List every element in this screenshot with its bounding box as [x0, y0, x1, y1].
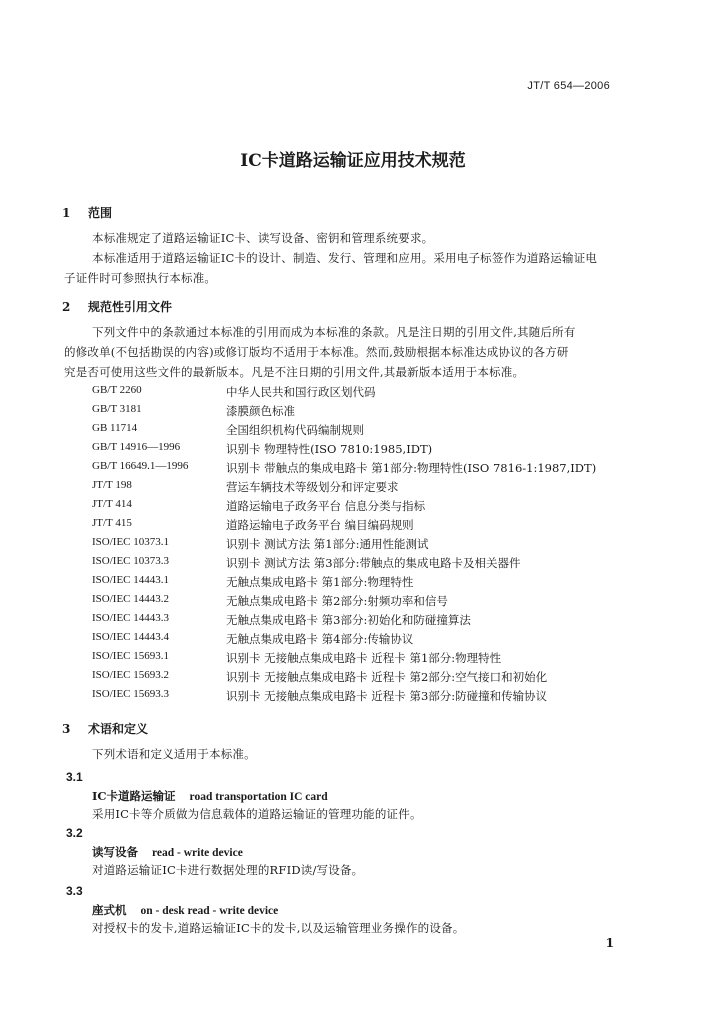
term-english: road transportation IC card [189, 791, 328, 803]
normative-paragraph-line-2: 的修改单(不包括勘误的内容)或修订版均不适用于本标准。然而,鼓励根据本标准达成协议的各方研 [64, 345, 569, 359]
reference-code: ISO/IEC 14443.3 [92, 612, 169, 624]
term-english: on - desk read - write device [140, 905, 279, 917]
reference-code: ISO/IEC 15693.3 [92, 688, 169, 700]
reference-code: GB 11714 [92, 422, 138, 434]
reference-code: ISO/IEC 10373.1 [92, 536, 169, 548]
reference-title: 识别卡 物理特性(ISO 7810:1985,IDT) [226, 442, 433, 456]
section-2-heading [62, 298, 172, 315]
reference-title: 识别卡 测试方法 第1部分:通用性能测试 [226, 537, 429, 551]
term-heading [92, 844, 243, 860]
term-english: read - write device [152, 847, 243, 859]
term-number: 3.2 [66, 826, 83, 840]
section-number: 3 [62, 722, 71, 736]
reference-title: 中华人民共和国行政区划代码 [226, 385, 376, 399]
page-number: 1 [605, 936, 614, 950]
reference-title: 道路运输电子政务平台 编目编码规则 [226, 518, 414, 532]
document-title: IC卡道路运输证应用技术规范 [240, 151, 466, 171]
reference-code: GB/T 3181 [92, 403, 142, 415]
reference-title: 无触点集成电路卡 第4部分:传输协议 [226, 632, 414, 646]
term-definition: 采用IC卡等介质做为信息载体的道路运输证的管理功能的证件。 [92, 807, 422, 821]
normative-paragraph-line-1: 下列文件中的条款通过本标准的引用而成为本标准的条款。凡是注日期的引用文件,其随后所有 [92, 325, 576, 339]
term-heading [92, 788, 328, 804]
reference-title: 漆膜颜色标准 [226, 404, 295, 418]
term-number: 3.1 [66, 770, 83, 784]
section-title: 术语和定义 [88, 722, 149, 736]
reference-title: 全国组织机构代码编制规则 [226, 423, 364, 437]
reference-code: ISO/IEC 14443.2 [92, 593, 169, 605]
section-3-heading [62, 720, 148, 737]
term-definition: 对授权卡的发卡,道路运输证IC卡的发卡,以及运输管理业务操作的设备。 [92, 921, 465, 935]
reference-title: 识别卡 无接触点集成电路卡 近程卡 第2部分:空气接口和初始化 [226, 670, 548, 684]
reference-code: JT/T 415 [92, 517, 132, 529]
reference-title: 无触点集成电路卡 第2部分:射频功率和信号 [226, 594, 448, 608]
reference-code: ISO/IEC 10373.3 [92, 555, 169, 567]
section-title: 规范性引用文件 [88, 300, 173, 314]
normative-paragraph-line-3: 究是否可使用这些文件的最新版本。凡是不注日期的引用文件,其最新版本适用于本标准。 [64, 365, 525, 379]
reference-title: 识别卡 无接触点集成电路卡 近程卡 第3部分:防碰撞和传输协议 [226, 689, 548, 703]
scope-paragraph-2: 本标准适用于道路运输证IC卡的设计、制造、发行、管理和应用。采用电子标签作为道路运输证电 [92, 251, 598, 265]
reference-code: GB/T 16649.1—1996 [92, 460, 189, 472]
reference-code: GB/T 14916—1996 [92, 441, 181, 453]
standard-code: JT/T 654—2006 [527, 80, 610, 92]
term-definition: 对道路运输证IC卡进行数据处理的RFID读/写设备。 [92, 863, 364, 877]
reference-code: JT/T 414 [92, 498, 132, 510]
reference-title: 无触点集成电路卡 第3部分:初始化和防碰撞算法 [226, 613, 471, 627]
term-name: 座式机 [92, 903, 127, 917]
reference-title: 道路运输电子政务平台 信息分类与指标 [226, 499, 426, 513]
term-name: IC卡道路运输证 [92, 789, 176, 803]
term-heading [92, 902, 278, 918]
section-1-heading [62, 204, 112, 221]
reference-title: 无触点集成电路卡 第1部分:物理特性 [226, 575, 414, 589]
reference-code: ISO/IEC 14443.1 [92, 574, 169, 586]
term-name: 读写设备 [92, 845, 138, 859]
reference-code: JT/T 198 [92, 479, 132, 491]
reference-title: 识别卡 无接触点集成电路卡 近程卡 第1部分:物理特性 [226, 651, 502, 665]
scope-paragraph-2-cont: 子证件时可参照执行本标准。 [64, 271, 217, 285]
reference-code: GB/T 2260 [92, 384, 142, 396]
reference-title: 识别卡 测试方法 第3部分:带触点的集成电路卡及相关器件 [226, 556, 521, 570]
reference-code: ISO/IEC 15693.1 [92, 650, 169, 662]
reference-code: ISO/IEC 15693.2 [92, 669, 169, 681]
section-number: 1 [62, 206, 71, 220]
terms-intro: 下列术语和定义适用于本标准。 [92, 747, 256, 761]
term-number: 3.3 [66, 884, 83, 898]
section-title: 范围 [88, 206, 113, 220]
scope-paragraph-1: 本标准规定了道路运输证IC卡、读写设备、密钥和管理系统要求。 [92, 231, 434, 245]
reference-code: ISO/IEC 14443.4 [92, 631, 169, 643]
reference-title: 识别卡 带触点的集成电路卡 第1部分:物理特性(ISO 7816-1:1987,IDT) [226, 461, 597, 475]
reference-title: 营运车辆技术等级划分和评定要求 [226, 480, 399, 494]
section-number: 2 [62, 300, 71, 314]
